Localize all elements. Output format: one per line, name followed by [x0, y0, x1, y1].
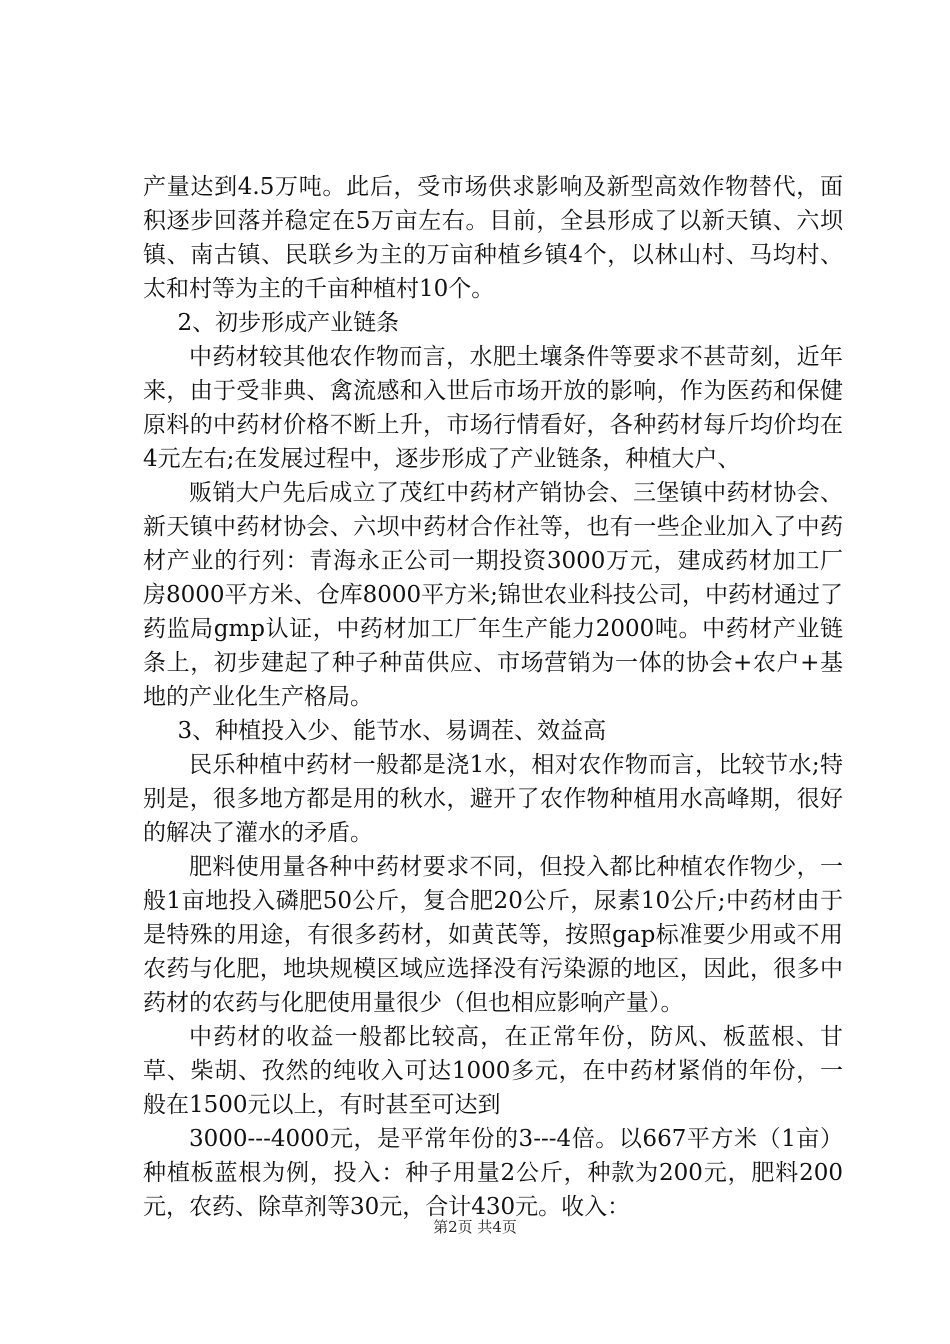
- section-heading-planting-benefits: 3、种植投入少、能节水、易调茬、效益高: [177, 718, 607, 744]
- page-number-footer: 第2页 共4页: [433, 1218, 517, 1236]
- paragraph-water-saving: 民乐种植中药材一般都是浇1水，相对农作物而言，比较节水;特别是，很多地方都是用的秋水，避开了农作物种植用水高峰期，很好的解决了灌水的矛盾。: [143, 752, 843, 846]
- section-heading-industry-chain: 2、初步形成产业链条: [177, 310, 400, 336]
- paragraph-industry-chain-2: 贩销大户先后成立了茂红中药材产销协会、三堡镇中药材协会、新天镇中药材协会、六坝中药材合作社等，也有一些企业加入了中药材产业的行列：青海永正公司一期投资3000万元，建成药材加工厂房8000平方米、仓库8000平方米;锦世农业科技公司，中药材通过了药监局gmp认证，中药材加工厂年生产能力2000吨。中药材产业链条上，初步建起了种子种苗供应、市场营销为一体的协会+农户+基地的产业化生产格局。: [143, 480, 843, 710]
- document-body: [143, 170, 843, 1224]
- paragraph-industry-chain-1: 中药材较其他农作物而言，水肥土壤条件等要求不甚苛刻，近年来，由于受非典、禽流感和入世后市场开放的影响，作为医药和保健原料的中药材价格不断上升，市场行情看好，各种药材每斤均价均在4元左右;在发展过程中，逐步形成了产业链条，种植大户、: [143, 344, 843, 472]
- paragraph-continuation: 产量达到4.5万吨。此后，受市场供求影响及新型高效作物替代，面积逐步回落并稳定在5万亩左右。目前，全县形成了以新天镇、六坝镇、南古镇、民联乡为主的万亩种植乡镇4个，以林山村、马均村、太和村等为主的千亩种植村10个。: [143, 174, 843, 302]
- paragraph-fertilizer: 肥料使用量各种中药材要求不同，但投入都比种植农作物少，一般1亩地投入磷肥50公斤，复合肥20公斤，尿素10公斤;中药材由于是特殊的用途，有很多药材，如黄芪等，按照gap标准要少用或不用农药与化肥，地块规模区域应选择没有污染源的地区，因此，很多中药材的农药与化肥使用量很少（但也相应影响产量）。: [143, 854, 843, 1016]
- paragraph-income: 中药材的收益一般都比较高，在正常年份，防风、板蓝根、甘草、柴胡、孜然的纯收入可达1000多元，在中药材紧俏的年份，一般在1500元以上，有时甚至可达到: [143, 1024, 843, 1118]
- paragraph-example: 3000---4000元，是平常年份的3---4倍。以667平方米（1亩）种植板蓝根为例，投入：种子用量2公斤，种款为200元，肥料200元，农药、除草剂等30元，合计430元。收入：: [143, 1126, 843, 1220]
